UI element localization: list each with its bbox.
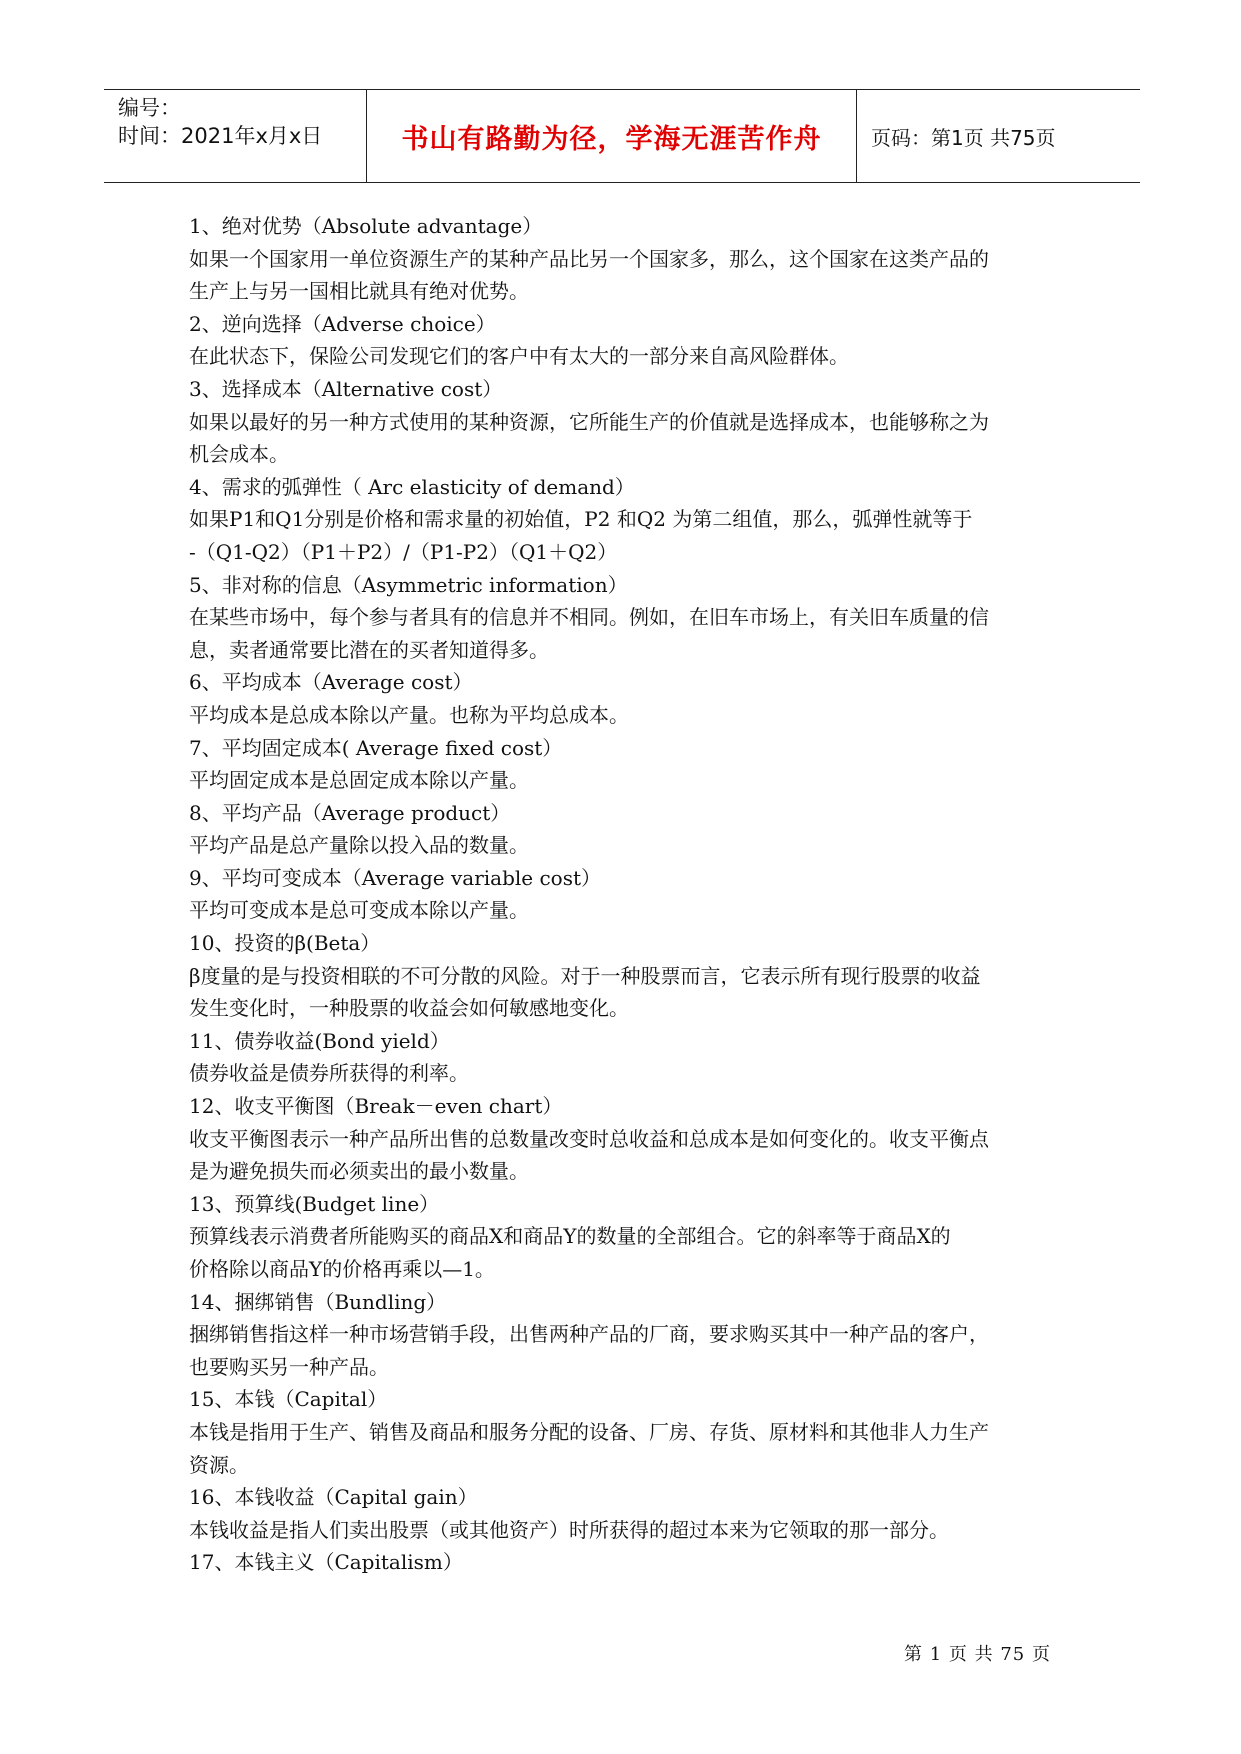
header-meta-cell <box>104 90 367 182</box>
text-line: β度量的是与投资相联的不可分散的风险。对于一种股票而言，它表示所有现行股票的收益 <box>189 963 981 988</box>
text-line: 16、本钱收益（Capital gain） <box>189 1485 478 1510</box>
text-line: 2、逆向选择（Adverse choice） <box>189 311 496 336</box>
header-motto-cell <box>367 90 857 182</box>
document-body <box>189 210 1069 1579</box>
text-line: 平均产品是总产量除以投入品的数量。 <box>189 833 529 858</box>
text-line: 如果一个国家用一单位资源生产的某种产品比另一个国家多，那么，这个国家在这类产品的 <box>189 246 989 271</box>
text-line: 生产上与另一国相比就具有绝对优势。 <box>189 279 529 304</box>
text-line: 10、投资的β(Beta） <box>189 931 381 956</box>
page-header <box>104 89 1140 183</box>
header-time-label: 时间：2021年x月x日 <box>118 124 323 148</box>
text-line: 捆绑销售指这样一种市场营销手段，出售两种产品的厂商，要求购买其中一种产品的客户， <box>189 1322 989 1347</box>
text-line: 在某些市场中，每个参与者具有的信息并不相同。例如，在旧车市场上，有关旧车质量的信 <box>189 605 989 630</box>
text-line: 4、需求的弧弹性（ Arc elasticity of demand） <box>189 474 635 499</box>
text-line: 发生变化时，一种股票的收益会如何敏感地变化。 <box>189 996 629 1021</box>
text-line: 1、绝对优势（Absolute advantage） <box>189 214 543 238</box>
header-page-info: 页码：第1页 共75页 <box>871 125 1056 150</box>
text-line: -（Q1-Q2）（P1＋P2）/（P1-P2）（Q1＋Q2） <box>189 539 618 564</box>
text-line: 收支平衡图表示一种产品所出售的总数量改变时总收益和总成本是如何变化的。收支平衡点 <box>189 1126 989 1151</box>
header-motto: 书山有路勤为径，学海无涯苦作舟 <box>401 123 822 155</box>
text-line: 9、平均可变成本（Average variable cost） <box>189 865 602 890</box>
text-line: 14、捆绑销售（Bundling） <box>189 1289 447 1314</box>
text-line: 平均可变成本是总可变成本除以产量。 <box>189 898 529 923</box>
text-line: 12、收支平衡图（Break－even chart） <box>189 1094 563 1119</box>
text-line: 11、债券收益(Bond yield） <box>189 1028 450 1053</box>
text-line: 8、平均产品（Average product） <box>189 800 511 825</box>
text-line: 6、平均成本（Average cost） <box>189 670 473 695</box>
text-line: 预算线表示消费者所能购买的商品X和商品Y的数量的全部组合。它的斜率等于商品X的 <box>189 1224 951 1249</box>
text-line: 平均成本是总成本除以产量。也称为平均总成本。 <box>189 702 629 727</box>
text-line: 也要购买另一种产品。 <box>189 1354 389 1379</box>
text-line: 平均固定成本是总固定成本除以产量。 <box>189 768 529 793</box>
text-line: 是为避免损失而必须卖出的最小数量。 <box>189 1159 529 1184</box>
text-line: 7、平均固定成本( Average fixed cost） <box>189 735 563 760</box>
text-line: 如果P1和Q1分别是价格和需求量的初始值，P2 和Q2 为第二组值，那么，弧弹性就等于 <box>189 507 973 532</box>
text-line: 价格除以商品Y的价格再乘以—1。 <box>189 1257 495 1281</box>
text-line: 机会成本。 <box>189 442 289 467</box>
text-line: 资源。 <box>189 1452 249 1477</box>
text-line: 本钱收益是指人们卖出股票（或其他资产）时所获得的超过本来为它领取的那一部分。 <box>189 1517 949 1542</box>
text-line: 本钱是指用于生产、销售及商品和服务分配的设备、厂房、存货、原材料和其他非人力生产 <box>189 1419 989 1444</box>
text-line: 5、非对称的信息（Asymmetric information） <box>189 572 628 597</box>
header-number-label: 编号： <box>118 96 181 120</box>
text-line: 3、选择成本（Alternative cost） <box>189 376 503 401</box>
page-footer: 第 1 页 共 75 页 <box>904 1644 1051 1665</box>
text-line: 如果以最好的另一种方式使用的某种资源，它所能生产的价值就是选择成本，也能够称之为 <box>189 409 989 434</box>
text-line: 13、预算线(Budget line） <box>189 1191 440 1216</box>
header-page-cell <box>857 90 1140 182</box>
text-line: 15、本钱（Capital） <box>189 1387 388 1412</box>
text-line: 17、本钱主义（Capitalism） <box>189 1550 463 1575</box>
text-line: 息，卖者通常要比潜在的买者知道得多。 <box>189 637 549 662</box>
text-line: 在此状态下，保险公司发现它们的客户中有太大的一部分来自高风险群体。 <box>189 344 849 369</box>
text-line: 债券收益是债券所获得的利率。 <box>189 1061 469 1086</box>
